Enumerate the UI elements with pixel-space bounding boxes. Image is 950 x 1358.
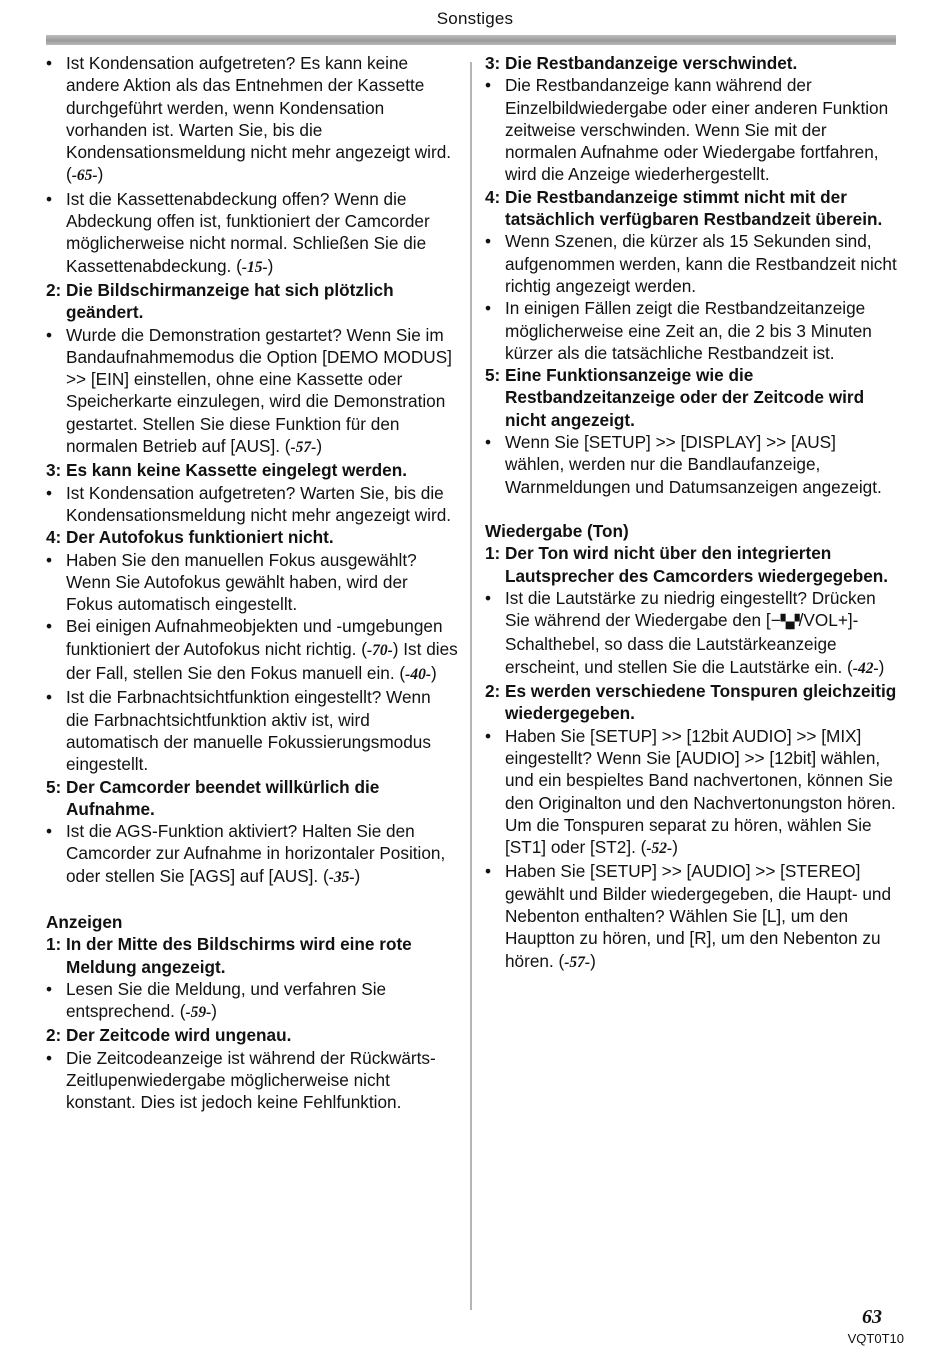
bullet-text [505, 431, 897, 498]
bullet-item [46, 482, 458, 527]
bullet-text-part: Ist Kondensation aufgetreten? Es kann keine andere Aktion als das Entnehmen der Kassette durchgeführt werden, wenn Kondensation vorhanden ist. Warten Sie, bis die Kondensationsmeldung nicht mehr angezeigt wird. [66, 53, 452, 163]
numbered-item [485, 186, 897, 231]
item-title: Es kann keine Kassette eingelegt werden. [66, 460, 408, 481]
bullet-icon: • [46, 549, 53, 570]
bullet-icon: • [46, 1047, 53, 1068]
bullet-icon: • [46, 53, 53, 73]
bullet-item [485, 74, 897, 185]
section-gap [485, 498, 897, 520]
bullet-text: Ist die Kassettenabdeckung offen? Wenn die Abdeckung offen ist, funktioniert der Camcorder möglicherweise nicht normal. Schließen Sie die Kassettenabdeckung. (-15-) [66, 188, 430, 276]
right-column [485, 52, 897, 974]
bullet-item [46, 324, 458, 460]
item-number: 2: [46, 279, 62, 300]
page-reference: -65- [71, 167, 98, 185]
bullet-icon: • [485, 298, 492, 319]
bullet-item [485, 431, 897, 498]
bullet-text: Ist die AGS-Funktion aktiviert? Halten Sie den Camcorder zur Aufnahme in horizontaler Position, oder stellen Sie [AGS] auf [AUS]. (-35-) [66, 821, 446, 886]
bullet-text: Lesen Sie die Meldung, und verfahren Sie entsprechend. (-59-) [66, 978, 387, 1022]
bullet-text-part: Haben Sie den manuellen Fokus ausgewählt? Wenn Sie Autofokus gewählt haben, wird der Fokus automatisch eingestellt. [66, 549, 417, 615]
bullet-text: Haben Sie [SETUP] >> [12bit AUDIO] >> [MIX] eingestellt? Wenn Sie [AUDIO] >> [12bit] wählen, und ein bespieltes Band nachvertonen, können Sie den Originalton und den Nachvertonungston hören. Um die Tonspuren separat zu hören, wählen Sie [ST1] oder [ST2]. (-52-) [505, 725, 896, 858]
numbered-item [46, 933, 458, 978]
bullet-text [66, 549, 458, 616]
bullet-text [505, 74, 897, 185]
bullet-icon: • [485, 587, 492, 608]
left-column [46, 52, 458, 1114]
numbered-item [485, 52, 897, 74]
bullet-text-part: Ist dies der Fall, stellen Sie den Fokus manuell ein. [66, 638, 458, 684]
numbered-item [46, 526, 458, 548]
bullet-text-part: Haben Sie [SETUP] >> [12bit AUDIO] >> [MIX] eingestellt? Wenn Sie [AUDIO] >> [12bit] wählen, und ein bespieltes Band nachvertonen, können Sie den Originalton und den Nachvertonungston hören. Um die Tonspuren separat zu hören, wählen Sie [ST1] oder [ST2]. [505, 725, 896, 858]
page-reference: -70- [366, 641, 393, 659]
bullet-text-part: Wenn Szenen, die kürzer als 15 Sekunden sind, aufgenommen werden, kann die Restbandzeit nicht richtig angezeigt werden. [505, 231, 897, 296]
bullet-text-part: Lesen Sie die Meldung, und verfahren Sie entsprechend. [66, 978, 387, 1022]
bullet-text-part: Bei einigen Aufnahmeobjekten und -umgebungen funktioniert der Autofokus nicht richtig. [66, 616, 443, 659]
item-number: 2: [485, 681, 501, 702]
item-number: 2: [46, 1025, 62, 1046]
column-divider [470, 62, 472, 1310]
item-title: Es werden verschiedene Tonspuren gleichzeitig wiedergegeben. [505, 681, 897, 724]
bullet-text-part: In einigen Fällen zeigt die Restbandzeitanzeige möglicherweise eine Zeit an, die 2 bis 3 Minuten kürzer als die tatsächliche Restbandzeit ist. [505, 298, 872, 363]
bullet-item [46, 549, 458, 616]
page-reference: -15- [241, 258, 268, 276]
bullet-text [66, 482, 458, 527]
item-number: 3: [485, 53, 501, 73]
item-number: 4: [485, 186, 501, 207]
numbered-item [46, 776, 458, 821]
page-reference: -40- [405, 666, 431, 684]
bullet-text [66, 1047, 458, 1114]
bullet-icon: • [46, 324, 53, 345]
bullet-icon: • [46, 687, 53, 708]
bullet-icon: • [46, 616, 53, 637]
bullet-icon: • [485, 861, 492, 882]
page-reference: -57- [564, 953, 591, 971]
item-title: Der Camcorder beendet willkürlich die Aufnahme. [66, 776, 380, 819]
header-bar [46, 35, 896, 45]
bullet-text-part: /VOL+]-Schalthebel, so dass die Lautstärkeanzeige erscheint, und stellen Sie die Lautstärke ein. [505, 610, 859, 677]
bullet-text: Bei einigen Aufnahmeobjekten und -umgebungen funktioniert der Autofokus nicht richtig. (-70-) Ist dies der Fall, stellen Sie den Fokus manuell ein. (-40-) [66, 616, 458, 684]
bullet-text [66, 686, 458, 775]
bullet-text: Ist Kondensation aufgetreten? Es kann keine andere Aktion als das Entnehmen der Kassette durchgeführt werden, wenn Kondensation vorhanden ist. Warten Sie, bis die Kondensationsmeldung nicht mehr angezeigt wird. (-65-) [66, 53, 452, 185]
bullet-item [46, 686, 458, 775]
bullet-text: Haben Sie [SETUP] >> [AUDIO] >> [STEREO] gewählt und Bilder wiedergegeben, die Haupt- und Nebenton enthalten? Wählen Sie [L], um den Hauptton zu hören, und [R], um den Nebenton zu hören. (-57-) [505, 861, 892, 971]
item-number: 5: [485, 365, 501, 386]
bullet-text-part: Wenn Sie [SETUP] >> [DISPLAY] >> [AUS] wählen, werden nur die Bandlaufanzeige, Warnmeldungen und Datumsanzeigen angezeigt. [505, 432, 882, 497]
numbered-item [485, 542, 897, 587]
page-reference: -59- [185, 1004, 212, 1022]
item-title: Eine Funktionsanzeige wie die Restbandzeitanzeige oder der Zeitcode wird nicht angezeigt. [505, 365, 865, 430]
item-number: 3: [46, 460, 62, 481]
section-heading: Wiedergabe (Ton) [485, 520, 629, 541]
bullet-text-part: Ist Kondensation aufgetreten? Warten Sie, bis die Kondensationsmeldung nicht mehr angezeigt wird. [66, 482, 452, 525]
bullet-text-part: Wurde die Demonstration gestartet? Wenn Sie im Bandaufnahmemodus die Option [DEMO MODUS] >> [EIN] einstellen, ohne eine Kassette oder Speicherkarte einzulegen, wird die Demonstration gestartet. Stellen Sie diese Funktion für den normalen Betrieb auf [AUS]. [66, 324, 452, 457]
item-title: Der Zeitcode wird ungenau. [66, 1025, 292, 1046]
item-number: 1: [46, 934, 62, 955]
numbered-item [46, 459, 458, 481]
numbered-item [485, 364, 897, 431]
bullet-item [485, 230, 897, 297]
bullet-item [46, 188, 458, 279]
bullet-item [485, 297, 897, 364]
item-title: Die Bildschirmanzeige hat sich plötzlich geändert. [66, 279, 394, 323]
numbered-item [46, 279, 458, 324]
document-code: VQT0T10 [847, 1331, 904, 1346]
bullet-icon: • [46, 978, 53, 999]
bullet-text [505, 297, 897, 364]
item-title: In der Mitte des Bildschirms wird eine rote Meldung angezeigt. [66, 934, 412, 977]
numbered-item [485, 680, 897, 725]
page-reference: -52- [646, 840, 673, 858]
bullet-icon: • [46, 482, 53, 503]
bullet-item [485, 725, 897, 861]
bullet-item [46, 820, 458, 889]
bullet-text [505, 230, 897, 297]
bullet-item [46, 978, 458, 1025]
bullet-text-part: Ist die AGS-Funktion aktiviert? Halten Sie den Camcorder zur Aufnahme in horizontaler Position, oder stellen Sie [AGS] auf [AUS]. [66, 821, 446, 886]
bullet-item [46, 52, 458, 188]
page-number: 63 [862, 1306, 882, 1328]
item-number: 1: [485, 543, 501, 564]
bullet-icon: • [46, 821, 53, 842]
bullet-item [485, 587, 897, 680]
bullet-item [46, 1047, 458, 1114]
bullet-text-part: Ist die Farbnachtsichtfunktion eingestellt? Wenn die Farbnachtsichtfunktion aktiv ist, wird automatisch der manuelle Fokussierungsmodus eingestellt. [66, 687, 431, 775]
item-title: Der Autofokus funktioniert nicht. [66, 527, 334, 548]
item-number: 4: [46, 527, 62, 548]
item-title: Der Ton wird nicht über den integrierten Lautsprecher des Camcorders wiedergegeben. [505, 543, 889, 586]
bullet-text: Ist die Lautstärke zu niedrig eingestellt? Drücken Sie während der Wiedergabe den [−▚▞/VOL+]-Schalthebel, so dass die Lautstärkeanzeige erscheint, und stellen Sie die Lautstärke ein. (-42-) [505, 587, 885, 677]
bullet-icon: • [485, 432, 492, 453]
numbered-item [46, 1024, 458, 1046]
page-reference: -35- [328, 868, 355, 886]
bullet-text-part: Ist die Lautstärke zu niedrig eingestellt? Drücken Sie während der Wiedergabe den [− [505, 587, 876, 631]
bullet-text: Wurde die Demonstration gestartet? Wenn Sie im Bandaufnahmemodus die Option [DEMO MODUS] >> [EIN] einstellen, ohne eine Kassette oder Speicherkarte einzulegen, wird die Demonstration gestartet. Stellen Sie diese Funktion für den normalen Betrieb auf [AUS]. (-57-) [66, 324, 452, 457]
section-header: Sonstiges [436, 9, 514, 28]
item-title: Die Restbandanzeige verschwindet. [505, 53, 798, 73]
bullet-icon: • [485, 75, 492, 96]
bullet-item [485, 860, 897, 973]
page-reference: -57- [290, 439, 317, 457]
item-number: 5: [46, 776, 62, 797]
bullet-text-part: Die Zeitcodeanzeige ist während der Rückwärts-Zeitlupenwiedergabe möglicherweise nicht konstant. Dies ist jedoch keine Fehlfunktion. [66, 1047, 436, 1113]
page-reference: -42- [852, 659, 879, 677]
bullet-icon: • [485, 725, 492, 746]
section-gap [46, 889, 458, 911]
section-heading: Anzeigen [46, 911, 123, 932]
item-title: Die Restbandanzeige stimmt nicht mit der tatsächlich verfügbaren Restbandzeit überein. [505, 186, 883, 230]
bullet-item [46, 615, 458, 686]
bullet-text-part: Ist die Kassettenabdeckung offen? Wenn die Abdeckung offen ist, funktioniert der Camcorder möglicherweise nicht normal. Schließen Sie die Kassettenabdeckung. [66, 188, 430, 276]
bullet-text-part: Haben Sie [SETUP] >> [AUDIO] >> [STEREO] gewählt und Bilder wiedergegeben, die Haupt- und Nebenton enthalten? Wählen Sie [L], um den Hauptton zu hören, und [R], um den Nebenton zu hören. [505, 861, 892, 971]
bullet-icon: • [46, 188, 53, 209]
bullet-icon: • [485, 231, 492, 252]
speaker-icon: ▚▞ [780, 614, 799, 630]
bullet-text-part: Die Restbandanzeige kann während der Einzelbildwiedergabe oder einer anderen Funktion zeitweise verschwinden. Wenn Sie mit der normalen Aufnahme oder Wiedergabe fortfahren, wird die Anzeige wiederhergestellt. [505, 75, 889, 185]
